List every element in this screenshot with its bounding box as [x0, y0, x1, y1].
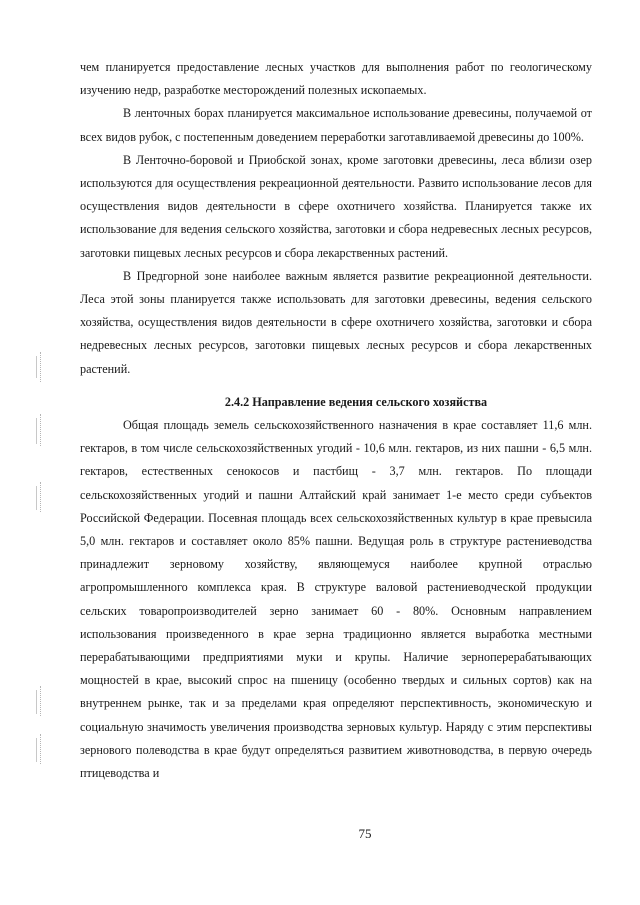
paragraph-continuation: чем планируется предоставление лесных участков для выполнения работ по геологическому изучению недр, разработке месторождений полезных ископаемых. — [80, 60, 592, 98]
paragraph-agriculture: Общая площадь земель сельскохозяйственного назначения в крае составляет 11,6 млн. гектаров, в том числе сельскохозяйственных угодий - 10,6 млн. гектаров, из них пашни - 6,5 млн. гектаров, естественных сенокосов и пастбищ - 3,7 млн. гектаров. По площади сельскохозяйственных угодий и пашни Алтайский край занимает 1-е место среди субъектов Российской Федерации. Посевная площадь всех сельскохозяйственных культур в крае превысила 5,0 млн. гектаров и составляет около 85% пашни. Ведущая роль в структуре растениеводства принадлежит зерновому хозяйству, являющемуся наиболее крупной отраслью агропромышленного комплекса края. В структуре валовой растениеводческой продукции сельских товаропроизводителей зерно занимает 60 - 80%. Основным направлением использования произведенного в крае зерна традиционно является выработка местными перерабатывающими предприятиями муки и крупы. Наличие зерноперерабатывающих мощностей в крае, высокий спрос на пшеницу (особенно твердых и сильных сортов) как на внутреннем рынке, так и за пределами края определяют перспективность, экономическую и социальную значимость увеличения производства зерновых культур. Наряду с этим перспективы зернового полеводства в крае будут определяться развитием животноводства, в первую очередь птицеводства и — [80, 418, 592, 781]
scan-artifact — [40, 352, 41, 382]
scan-artifact — [40, 734, 41, 764]
scan-artifact — [36, 738, 37, 762]
scan-artifact — [36, 486, 37, 510]
scan-artifact — [36, 418, 37, 444]
paragraph-ribbon-forests: В ленточных борах планируется максимальное использование древесины, получаемой от всех видов рубок, с постепенным доведением переработки заготавливаемой древесины до 100%. — [80, 106, 592, 144]
scan-artifact — [36, 690, 37, 714]
paragraph-ob-zone: В Ленточно-боровой и Приобской зонах, кроме заготовки древесины, леса вблизи озер используются для осуществления рекреационной деятельности. Развито использование лесов для осуществления видов деятельности в сфере охотничего хозяйства. Планируется также их использование для ведения сельского хозяйства, заготовки и сбора недревесных лесных ресурсов, заготовки пищевых лесных ресурсов и сбора лекарственных растений. — [80, 152, 592, 260]
section-heading: 2.4.2 Направление ведения сельского хозяйства — [224, 394, 488, 409]
page-number: 75 — [358, 826, 372, 841]
scan-artifact — [36, 356, 37, 378]
scan-artifact — [40, 414, 41, 446]
scan-artifact — [40, 482, 41, 512]
paragraph-foothill-zone: В Предгорной зоне наиболее важным является развитие рекреационной деятельности. Леса этой зоны планируется также использовать для заготовки древесины, ведения сельского хозяйства, осуществления видов деятельности в сфере охотничего хозяйства, заготовки и сбора недревесных лесных ресурсов, заготовки пищевых лесных ресурсов и сбора лекарственных растений. — [80, 268, 592, 376]
document-page — [80, 56, 592, 785]
scan-artifact — [40, 686, 41, 716]
